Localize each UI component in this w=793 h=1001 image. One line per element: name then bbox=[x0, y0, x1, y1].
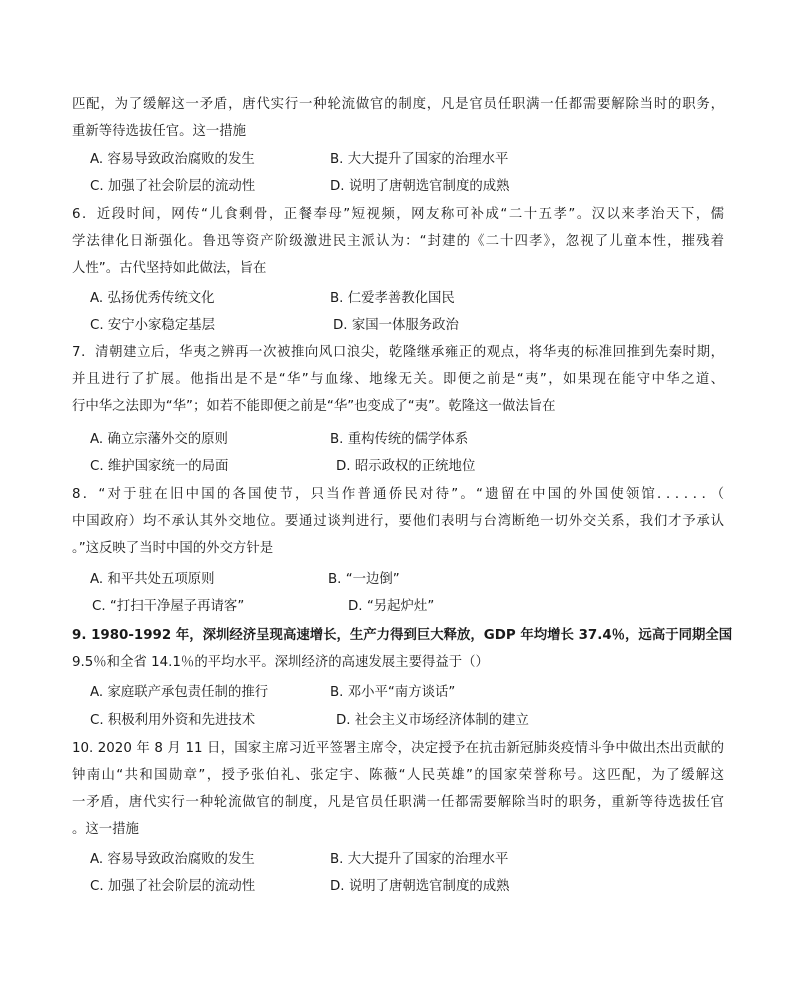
option-a: A. 弘扬优秀传统文化 bbox=[90, 291, 215, 306]
question-8-text-line: 中国政府）均不承认其外交地位。要通过谈判进行，要他们表明与台湾断绝一切外交关系，我们才予承认 bbox=[72, 514, 724, 529]
question-10-text-line: 一矛盾，唐代实行一种轮流做官的制度，凡是官员任职满一任都需要解除当时的职务，重新等待选拔任官 bbox=[72, 795, 724, 810]
option-d: D. 家国一体服务政治 bbox=[333, 318, 459, 333]
question-8-text-line: 。”这反映了当时中国的外交方针是 bbox=[72, 541, 274, 556]
question-10-text-line: 。这一措施 bbox=[72, 822, 139, 837]
question-9-text-line: 9.5％和全省 14.1％的平均水平。深圳经济的高速发展主要得益于（） bbox=[72, 655, 489, 670]
option-a: A. 容易导致政治腐败的发生 bbox=[90, 852, 255, 867]
option-a: A. 家庭联产承包责任制的推行 bbox=[90, 685, 269, 700]
question-7-text-line: 并且进行了扩展。他指出是不是“华”与血缘、地缘无关。即便之前是“夷”，如果现在能守中华之道、 bbox=[72, 372, 724, 387]
question-10-text-line: 10. 2020 年 8 月 11 日，国家主席习近平签署主席令，决定授予在抗击新冠肺炎疫情斗争中做出杰出贡献的 bbox=[72, 741, 724, 756]
question-8-text-line: 8．“对于驻在旧中国的各国使节，只当作普通侨民对待”。“遗留在中国的外国使领馆．．．．．．（ bbox=[72, 487, 724, 502]
question-6-text-line: 6．近段时间，网传“儿食剩骨，正餐奉母”短视频，网友称可补成“二十五孝”。汉以来孝治天下，儒 bbox=[72, 207, 724, 222]
question-6-text-line: 学法律化日渐强化。鲁迅等资产阶级激进民主派认为：“封建的《二十四孝》，忽视了儿童本性，摧残着 bbox=[72, 234, 724, 249]
option-c: C. 加强了社会阶层的流动性 bbox=[90, 179, 256, 194]
option-b: B. 仁爱孝善教化国民 bbox=[330, 291, 455, 306]
option-d: D. “另起炉灶” bbox=[348, 599, 435, 614]
option-a: A. 确立宗藩外交的原则 bbox=[90, 432, 228, 447]
question-6-text-line: 人性”。古代坚持如此做法，旨在 bbox=[72, 261, 267, 276]
option-b: B. 重构传统的儒学体系 bbox=[330, 432, 469, 447]
option-c: C. 安宁小家稳定基层 bbox=[90, 318, 215, 333]
question-7-text-line: 7．清朝建立后，华夷之辨再一次被推向风口浪尖，乾隆继承雍正的观点，将华夷的标准回推到先秦时期， bbox=[72, 345, 724, 360]
option-d: D. 说明了唐朝选官制度的成熟 bbox=[330, 879, 510, 894]
option-c: C. 积极利用外资和先进技术 bbox=[90, 713, 256, 728]
option-b: B. 大大提升了国家的治理水平 bbox=[330, 152, 509, 167]
option-b: B. 邓小平“南方谈话” bbox=[330, 685, 456, 700]
option-b: B. 大大提升了国家的治理水平 bbox=[330, 852, 509, 867]
option-d: D. 社会主义市场经济体制的建立 bbox=[336, 713, 529, 728]
option-c: C. 加强了社会阶层的流动性 bbox=[90, 879, 256, 894]
option-c: C. 维护国家统一的局面 bbox=[90, 459, 229, 474]
option-c: C. “打扫干净屋子再请客” bbox=[92, 599, 245, 614]
option-a: A. 和平共处五项原则 bbox=[90, 572, 215, 587]
option-d: D. 说明了唐朝选官制度的成熟 bbox=[330, 179, 510, 194]
option-b: B. “一边倒” bbox=[328, 572, 400, 587]
question-10-text-line: 钟南山“共和国勋章”，授予张伯礼、张定宇、陈薇“人民英雄”的国家荣誉称号。这匹配，为了缓解这 bbox=[72, 768, 724, 783]
question-text-line: 匹配，为了缓解这一矛盾，唐代实行一种轮流做官的制度，凡是官员任职满一任都需要解除当时的职务， bbox=[72, 97, 724, 112]
option-a: A. 容易导致政治腐败的发生 bbox=[90, 152, 255, 167]
question-9-text-line: 9. 1980-1992 年，深圳经济呈现高速增长，生产力得到巨大释放，GDP 年均增长 37.4％，远高于同期全国 bbox=[72, 628, 733, 643]
question-7-text-line: 行中华之法即为“华”；如若不能即便之前是“华”也变成了“夷”。乾隆这一做法旨在 bbox=[72, 399, 556, 414]
question-text-line: 重新等待选拔任官。这一措施 bbox=[72, 124, 247, 139]
option-d: D. 昭示政权的正统地位 bbox=[336, 459, 476, 474]
